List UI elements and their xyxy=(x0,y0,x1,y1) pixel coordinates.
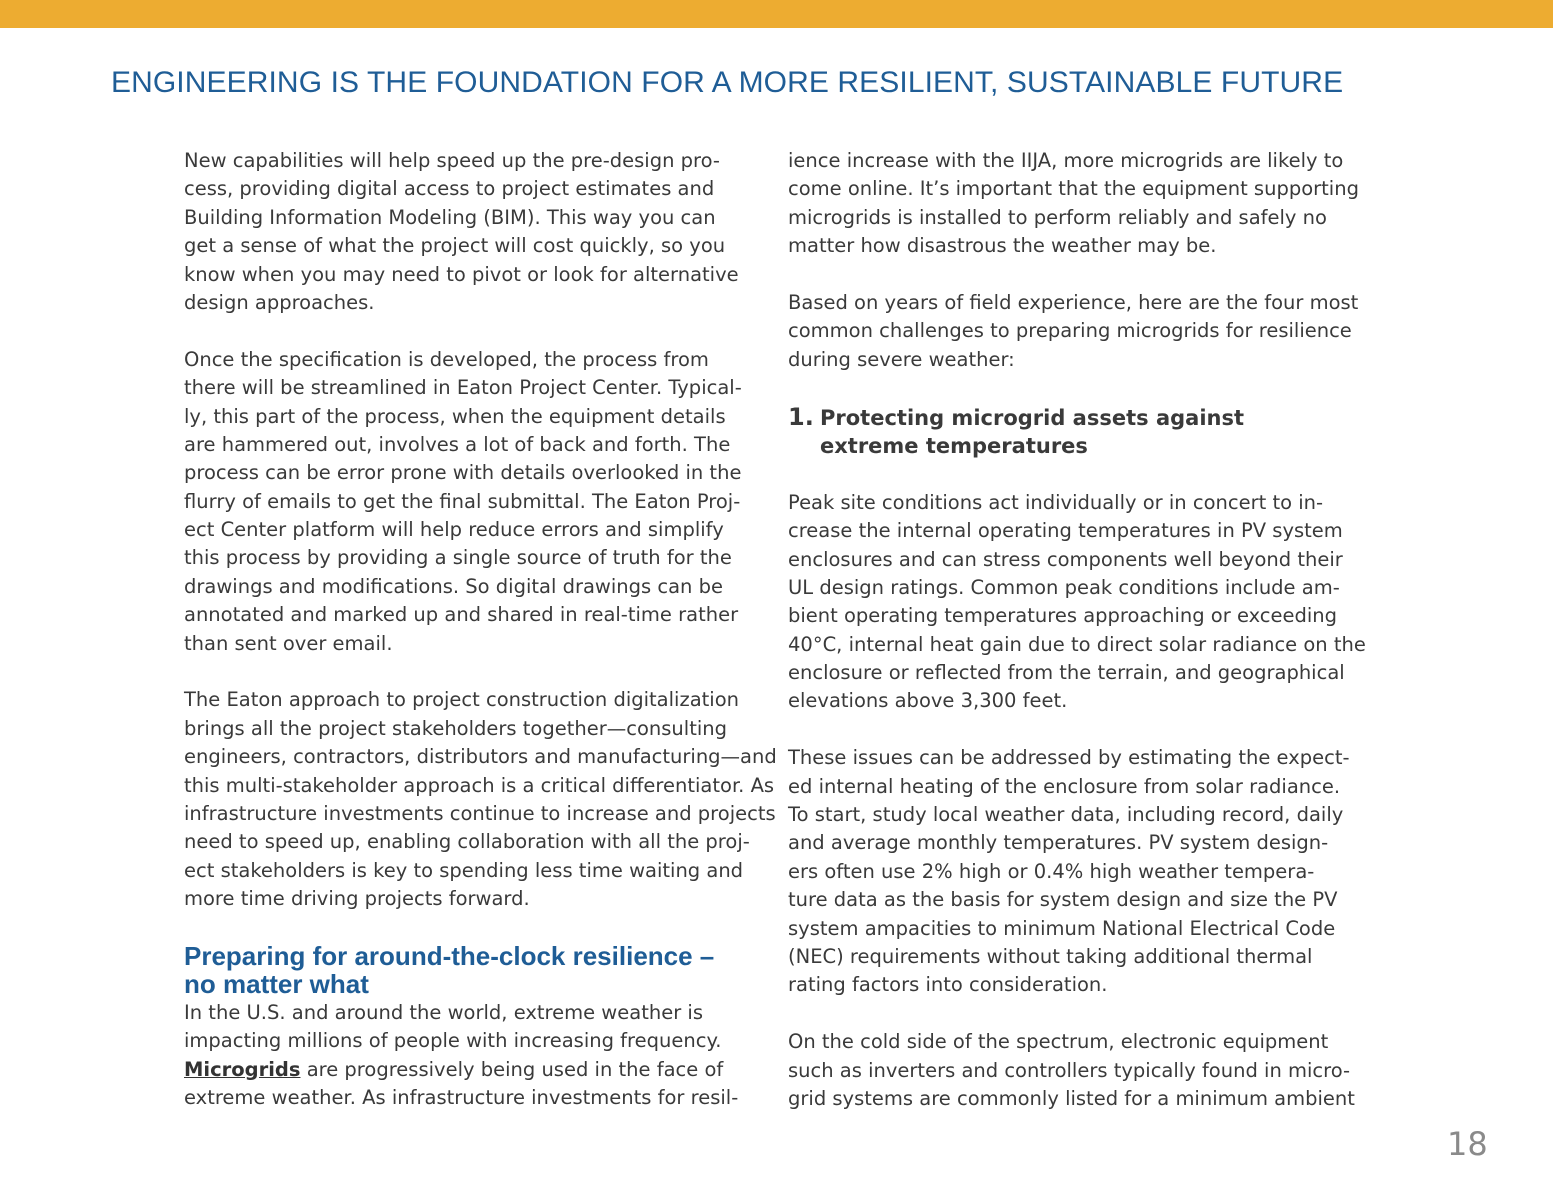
text-line: engineers, contractors, distributors and manufacturing—and xyxy=(184,745,777,769)
text-line: are hammered out, involves a lot of back and forth. The xyxy=(184,432,731,456)
section-heading xyxy=(184,942,774,999)
text-line: and average monthly temperatures. PV system design- xyxy=(788,831,1329,855)
left-paragraph-1 xyxy=(184,147,774,317)
text-line: ed internal heating of the enclosure from solar radiance. xyxy=(788,774,1341,798)
text-line: In the U.S. and around the world, extreme weather is xyxy=(184,1000,703,1024)
text-line: enclosures and can stress components well beyond their xyxy=(788,547,1343,571)
paragraph-gap xyxy=(184,317,774,345)
text-line: bient operating temperatures approaching or exceeding xyxy=(788,604,1338,628)
text-line: Building Information Modeling (BIM). This way you can xyxy=(184,205,716,229)
paragraph-gap xyxy=(788,1000,1378,1028)
text-line: during severe weather: xyxy=(788,347,1015,371)
text-line: extreme weather. As infrastructure investments for resil- xyxy=(184,1085,739,1109)
text-line: The Eaton approach to project construction digitalization xyxy=(184,688,739,712)
text-line: 40°C, internal heat gain due to direct solar radiance on the xyxy=(788,632,1366,656)
text-line: Peak site conditions act individually or in concert to in- xyxy=(788,490,1324,514)
text-line: UL design ratings. Common peak conditions include am- xyxy=(788,575,1340,599)
text-line: Based on years of field experience, here are the four most xyxy=(788,290,1359,314)
text-line: grid systems are commonly listed for a minimum ambient xyxy=(788,1086,1355,1110)
item-number: 1. xyxy=(788,402,814,431)
heading-line xyxy=(788,403,1378,432)
right-paragraph-5 xyxy=(788,1028,1378,1113)
text-line: (NEC) requirements without taking additional thermal xyxy=(788,944,1313,968)
text-line: ers often use 2% high or 0.4% high weather tempera- xyxy=(788,859,1315,883)
paragraph-gap xyxy=(184,914,774,942)
left-paragraph-4 xyxy=(184,999,774,1113)
page-number: 18 xyxy=(1447,1125,1488,1163)
left-paragraph-2 xyxy=(184,346,774,658)
text-line: ience increase with the IIJA, more microgrids are likely to xyxy=(788,149,1344,172)
heading-line: no matter what xyxy=(184,969,369,1000)
text-line: On the cold side of the spectrum, electronic equipment xyxy=(788,1030,1329,1054)
text-line: such as inverters and controllers typically found in micro- xyxy=(788,1058,1351,1082)
microgrids-link[interactable]: Microgrids xyxy=(184,1057,301,1081)
text-line: this process by providing a single source of truth for the xyxy=(184,546,732,570)
right-paragraph-4 xyxy=(788,744,1378,1000)
text-line: impacting millions of people with increasing frequency. xyxy=(184,1029,722,1053)
heading-text: extreme temperatures xyxy=(820,433,1088,458)
text-line: get a sense of what the project will cost quickly, so you xyxy=(184,234,726,258)
text-line: annotated and marked up and shared in real-time rather xyxy=(184,603,739,627)
text-line: there will be streamlined in Eaton Project Center. Typical- xyxy=(184,376,742,400)
text-line: ly, this part of the process, when the equipment details xyxy=(184,404,726,428)
paragraph-gap xyxy=(184,658,774,686)
paragraph-gap xyxy=(788,374,1378,402)
text-line: know when you may need to pivot or look for alternative xyxy=(184,262,739,286)
text-line: design approaches. xyxy=(184,290,375,314)
text-line: rating factors into consideration. xyxy=(788,973,1108,997)
left-column xyxy=(184,147,777,1112)
text-line: cess, providing digital access to project estimates and xyxy=(184,177,715,201)
text-line: process can be error prone with details overlooked in the xyxy=(184,461,742,485)
right-paragraph-2 xyxy=(788,289,1378,374)
heading-line xyxy=(788,432,1378,460)
text-line: this multi-stakeholder approach is a critical differentiator. As xyxy=(184,773,775,797)
text-line: infrastructure investments continue to increase and projects xyxy=(184,801,776,825)
text-line: These issues can be addressed by estimating the expect- xyxy=(788,746,1350,770)
numbered-heading-1 xyxy=(788,403,1378,461)
text-line: ect stakeholders is key to spending less time waiting and xyxy=(184,858,744,882)
text-line: brings all the project stakeholders together—consulting xyxy=(184,716,727,740)
text-line: flurry of emails to get the final submittal. The Eaton Proj- xyxy=(184,489,741,513)
text-line: matter how disastrous the weather may be. xyxy=(788,234,1217,258)
text-fragment: are progressively being used in the face of xyxy=(300,1057,724,1081)
top-accent-bar xyxy=(0,0,1553,28)
text-line: need to speed up, enabling collaboration with all the proj- xyxy=(184,830,750,854)
text-line: Once the specification is developed, the process from xyxy=(184,347,709,371)
right-paragraph-1 xyxy=(788,147,1378,261)
left-paragraph-3 xyxy=(184,686,777,913)
paragraph-gap xyxy=(788,460,1378,488)
paragraph-gap xyxy=(788,716,1378,744)
text-line: ect Center platform will help reduce errors and simplify xyxy=(184,518,724,542)
text-line: crease the internal operating temperatures in PV system xyxy=(788,519,1343,543)
text-line: elevations above 3,300 feet. xyxy=(788,689,1068,713)
text-line: New capabilities will help speed up the pre-design pro- xyxy=(184,149,720,172)
text-line: enclosure or reflected from the terrain, and geographical xyxy=(788,661,1345,685)
right-paragraph-3 xyxy=(788,489,1378,716)
text-line: more time driving projects forward. xyxy=(184,887,530,911)
text-line: system ampacities to minimum National Electrical Code xyxy=(788,916,1336,940)
page-title: ENGINEERING IS THE FOUNDATION FOR A MORE RESILIENT, SUSTAINABLE FUTURE xyxy=(111,66,1344,99)
right-column xyxy=(788,147,1378,1113)
heading-line: Preparing for around-the-clock resilience – xyxy=(184,940,715,971)
text-line: common challenges to preparing microgrids for resilience xyxy=(788,319,1352,343)
text-line: To start, study local weather data, including record, daily xyxy=(788,803,1344,827)
text-line: microgrids is installed to perform reliably and safely no xyxy=(788,205,1327,229)
text-line: drawings and modifications. So digital drawings can be xyxy=(184,574,723,598)
text-line: ture data as the basis for system design and size the PV xyxy=(788,888,1338,912)
text-line: than sent over email. xyxy=(184,631,393,655)
text-line-with-link xyxy=(184,1056,774,1084)
heading-text: Protecting microgrid assets against xyxy=(820,405,1244,430)
text-line: come online. It’s important that the equipment supporting xyxy=(788,177,1359,201)
paragraph-gap xyxy=(788,261,1378,289)
